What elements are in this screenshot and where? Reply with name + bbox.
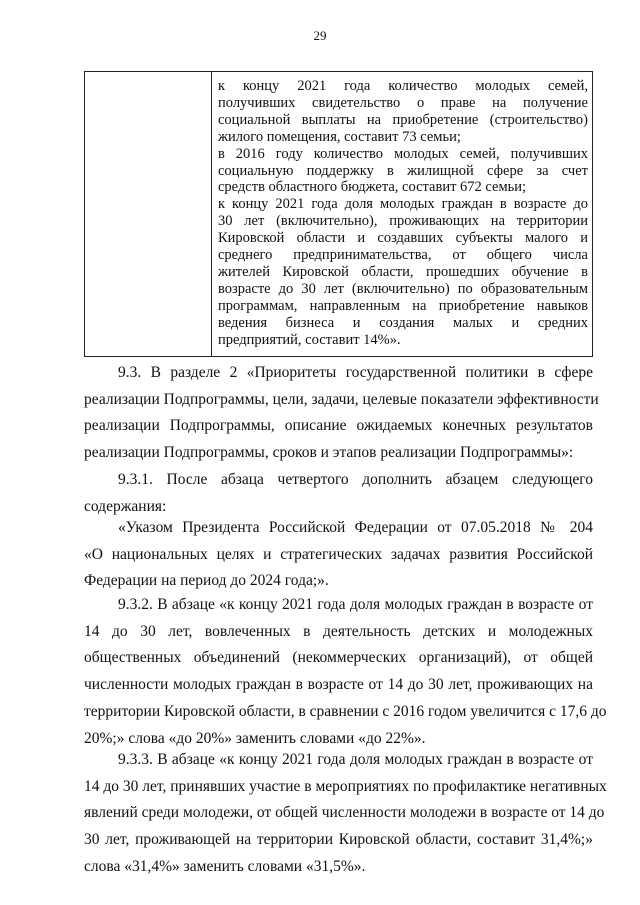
text-line: Федерации на период до 2024 года;».: [84, 572, 329, 590]
text-line: 9.3. В разделе 2 «Приоритеты государственной политики в сфере: [118, 364, 593, 381]
text-line: численности молодых граждан в возрасте от 14 до 30 лет, проживающих на: [84, 676, 593, 694]
paragraph-quote-decree: [84, 515, 593, 595]
text-line: содержания:: [84, 497, 167, 515]
text-line: слова «31,4%» заменить словами «31,5%».: [84, 857, 366, 875]
table-line: к концу 2021 года количество молодых семей,: [218, 78, 588, 94]
text-line: реализации Подпрограммы, цели, задачи, целевые показатели эффективности: [84, 390, 599, 408]
text-line: 30 лет, проживающей на территории Кировской области, составит 31,4%;»: [84, 831, 593, 849]
table-line: средств областного бюджета, составит 672 семьи;: [218, 179, 527, 196]
text-line: 20%;» слова «до 20%» заменить словами «до 22%».: [84, 729, 426, 747]
table-line: в 2016 году количество молодых семей, получивших: [218, 145, 588, 162]
text-line: 14 до 30 лет, вовлеченных в деятельность детских и молодежных: [84, 622, 593, 640]
text-line: 14 до 30 лет, принявших участие в мероприятиях по профилактике негативных: [84, 777, 607, 795]
table-line: 30 лет (включительно), проживающих на территории: [218, 213, 588, 230]
table-line: ведения бизнеса и создания малых и средних: [218, 314, 588, 331]
table-line: жителей Кировской области, прошедших обучение в: [218, 263, 588, 280]
table-line: социальную поддержку в жилищной сфере за счет: [218, 162, 588, 179]
table-line: получивших свидетельство о праве на получение: [218, 94, 588, 111]
paragraph-9-3-2: [84, 592, 607, 752]
page-number: 29: [313, 28, 327, 43]
text-line: 9.3.1. После абзаца четвертого дополнить абзацем следующего: [118, 471, 593, 488]
table-line: жилого помещения, составит 73 семьи;: [218, 128, 461, 145]
indicator-table: [84, 71, 593, 357]
table-line: Кировской области и создавших субъекты малого и: [218, 230, 588, 247]
table-line: к концу 2021 года доля молодых граждан в возрасте до: [218, 196, 588, 213]
table-line: программам, направленным на приобретение навыков: [218, 297, 588, 314]
table-line: среднего предпринимательства, от общего числа: [218, 247, 588, 264]
text-line: реализации Подпрограммы, сроков и этапов реализации Подпрограммы»:: [84, 444, 574, 462]
text-line: территории Кировской области, в сравнении с 2016 годом увеличится с 17,6 до: [84, 702, 607, 720]
table-line: возрасте до 30 лет (включительно) по образовательным: [218, 280, 588, 297]
text-line: реализации Подпрограммы, описание ожидаемых конечных результатов: [84, 417, 593, 435]
text-line: «Указом Президента Российской Федерации от 07.05.2018 № 204: [118, 519, 593, 536]
table-right-cell: [218, 78, 588, 349]
table-line: социальной выплаты на приобретение (строительство): [218, 111, 588, 128]
text-line: 9.3.3. В абзаце «к концу 2021 года доля молодых граждан в возрасте от: [118, 751, 593, 768]
paragraph-9-3-3: [84, 747, 607, 881]
text-line: «О национальных целях и стратегических задачах развития Российской: [84, 545, 593, 563]
text-line: общественных объединений (некоммерческих организаций), от общей: [84, 649, 593, 667]
text-line: явлений среди молодежи, от общей численности молодежи в возрасте от 14 до: [84, 804, 605, 822]
paragraph-9-3-1: [84, 467, 593, 520]
text-line: 9.3.2. В абзаце «к концу 2021 года доля молодых граждан в возрасте от: [118, 596, 593, 613]
table-line: предприятий, составит 14%».: [218, 331, 401, 348]
table-left-cell: [85, 72, 212, 356]
paragraph-9-3: [84, 360, 599, 467]
